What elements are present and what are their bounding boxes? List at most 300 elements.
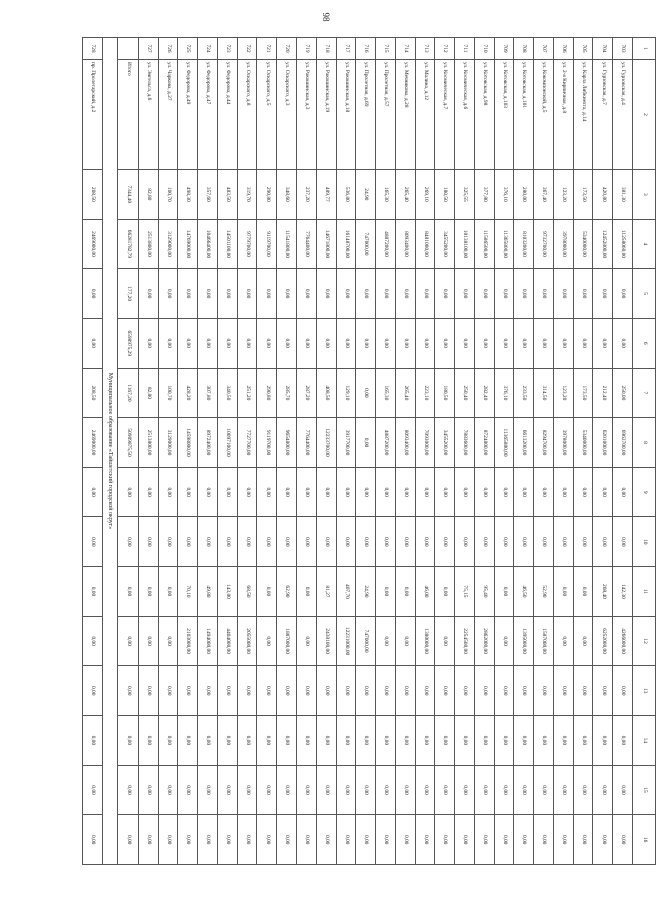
- table-cell: 0,00: [573, 467, 593, 517]
- table-cell: 0,00: [237, 666, 257, 716]
- table-cell: 719: [296, 38, 316, 60]
- table-row: [474, 38, 494, 865]
- table-cell: 250,00: [613, 368, 633, 418]
- table-cell: 24,90: [356, 567, 376, 617]
- table-cell: 0,00: [613, 318, 633, 368]
- table-cell: 0,00: [376, 716, 396, 766]
- table-cell: 4404000,00: [217, 616, 237, 666]
- data-table: [82, 37, 656, 865]
- table-cell: 0,00: [376, 318, 396, 368]
- table-cell: 0,00: [613, 517, 633, 567]
- table-cell: 428,20: [178, 368, 198, 418]
- table-cell: ул. Котовская, д.103: [494, 60, 514, 170]
- table-cell: 62,90: [277, 567, 297, 617]
- table-cell: 0,00: [435, 318, 455, 368]
- table-cell: 3129000,00: [158, 418, 178, 468]
- table-cell: 0,00: [296, 517, 316, 567]
- table-cell: 0,00: [296, 666, 316, 716]
- table-cell: 0,00: [553, 616, 573, 666]
- table-row: [593, 38, 613, 865]
- table-cell: 223,10: [415, 368, 435, 418]
- table-cell: 177,20: [117, 269, 138, 319]
- table-cell: 307,80: [198, 368, 218, 418]
- table-cell: 2513800,00: [138, 418, 158, 468]
- table-cell: 8103200,00: [514, 219, 534, 269]
- table-cell: 68,50: [237, 567, 257, 617]
- table-row: [573, 38, 593, 865]
- table-cell: 0,00: [158, 765, 178, 815]
- table-cell: 2469000,00: [83, 219, 103, 269]
- table-cell: 0,00: [257, 567, 277, 617]
- table-cell: 0,00: [435, 517, 455, 567]
- table-cell: 0,00: [138, 269, 158, 319]
- table-cell: 70,10: [178, 567, 198, 617]
- table-cell: 0,00: [117, 716, 138, 766]
- table-cell: 11541800,00: [277, 219, 297, 269]
- table-cell: 0,00: [534, 269, 554, 319]
- table-cell: 7093000,00: [415, 418, 435, 468]
- table-row: [376, 38, 396, 865]
- table-cell: 0,00: [593, 666, 613, 716]
- table-row: [494, 38, 514, 865]
- table-cell: 0,00: [336, 716, 356, 766]
- table-cell: 0,00: [316, 815, 336, 865]
- table-cell: ул. Ракошинская, д.3: [296, 60, 316, 170]
- table-cell: 709: [494, 38, 514, 60]
- table-cell: 0,00: [178, 467, 198, 517]
- table-cell: 0,00: [356, 418, 376, 468]
- table-row: [455, 38, 475, 865]
- table-cell: 0,00: [257, 666, 277, 716]
- table-cell: 3455200,00: [435, 418, 455, 468]
- table-cell: 0,00: [593, 467, 613, 517]
- table-cell: 0,00: [158, 517, 178, 567]
- table-cell: 0,00: [435, 616, 455, 666]
- table-cell: 0,00: [217, 269, 237, 319]
- table-cell: 0,00: [336, 467, 356, 517]
- table-cell: 0,00: [356, 666, 376, 716]
- table-cell: 489,77: [316, 170, 336, 220]
- table-cell: 0,00: [316, 467, 336, 517]
- table-cell: 287,20: [296, 368, 316, 418]
- table-cell: 0,00: [83, 567, 103, 617]
- table-cell: 2055000,00: [237, 616, 257, 666]
- table-cell: ул. Чаркова, д.27: [158, 60, 178, 170]
- table-cell: 0,00: [573, 815, 593, 865]
- table-cell: 4266000,00: [613, 616, 633, 666]
- table-cell: 0,00: [553, 815, 573, 865]
- table-cell: 0,00: [455, 467, 475, 517]
- column-header: 9: [633, 467, 656, 517]
- table-cell: 0,00: [138, 666, 158, 716]
- table-cell: 0,00: [138, 517, 158, 567]
- table-cell: 0,00: [395, 666, 415, 716]
- table-cell: 0,00: [217, 467, 237, 517]
- table-cell: 0,00: [514, 269, 534, 319]
- table-cell: 725: [178, 38, 198, 60]
- table-cell: 0,00: [296, 765, 316, 815]
- table-cell: 381,30: [613, 170, 633, 220]
- table-cell: 290,80: [257, 368, 277, 418]
- table-cell: 0,00: [277, 269, 297, 319]
- table-cell: 0,00: [474, 765, 494, 815]
- table-cell: 2862000,00: [474, 616, 494, 666]
- table-cell: 0,00: [553, 269, 573, 319]
- table-row: [138, 38, 158, 865]
- table-cell: 0,00: [83, 815, 103, 865]
- table-cell: 0,00: [534, 517, 554, 567]
- table-cell: 9732700,00: [534, 219, 554, 269]
- table-cell: ул. Космическая, д.6: [455, 60, 475, 170]
- table-cell: 265,40: [395, 170, 415, 220]
- table-cell: 269,10: [415, 170, 435, 220]
- table-cell: 0,00: [316, 269, 336, 319]
- table-cell: 6963700,00: [613, 418, 633, 468]
- table-cell: 46,50: [514, 567, 534, 617]
- table-cell: 9779700,00: [237, 219, 257, 269]
- table-cell: 708: [514, 38, 534, 60]
- table-cell: 0,00: [376, 567, 396, 617]
- table-cell: 0,00: [534, 765, 554, 815]
- table-cell: 7764400,00: [296, 418, 316, 468]
- table-cell: 0,00: [613, 716, 633, 766]
- table-row: [83, 38, 103, 865]
- table-cell: 180,50: [435, 170, 455, 220]
- table-cell: 7727700,00: [237, 418, 257, 468]
- table-cell: 0,00: [198, 666, 218, 716]
- column-header: 6: [633, 318, 656, 368]
- table-cell: 0,00: [316, 517, 336, 567]
- section-title: Муниципальное образование «Тайшетский городской округ»: [102, 38, 117, 865]
- table-cell: 0,00: [455, 318, 475, 368]
- table-cell: 9654800,00: [277, 418, 297, 468]
- table-cell: 0,00: [534, 815, 554, 865]
- table-cell: 714: [395, 38, 415, 60]
- table-cell: 0,00: [376, 467, 396, 517]
- table-cell: 3129000,00: [158, 219, 178, 269]
- table-cell: 0,00: [435, 666, 455, 716]
- table-cell: ул. Оскарского, д.5: [257, 60, 277, 170]
- table-cell: 0,00: [395, 467, 415, 517]
- table-cell: 82,80: [138, 368, 158, 418]
- table-cell: 0,00: [257, 517, 277, 567]
- table-cell: 0,00: [553, 666, 573, 716]
- table-cell: 0,00: [494, 467, 514, 517]
- table-cell: 2103000,00: [178, 616, 198, 666]
- table-cell: 0,00: [178, 318, 198, 368]
- table-cell: 704: [593, 38, 613, 60]
- table-cell: 208,50: [83, 170, 103, 220]
- table-cell: 726: [158, 38, 178, 60]
- table-cell: [117, 38, 138, 60]
- table-cell: 0,00: [395, 616, 415, 666]
- table-cell: 0,00: [593, 716, 613, 766]
- table-cell: 0,00: [117, 666, 138, 716]
- table-cell: 0,00: [237, 517, 257, 567]
- table-cell: 0,00: [257, 616, 277, 666]
- table-cell: 0,00: [316, 666, 336, 716]
- table-cell: 0,00: [534, 467, 554, 517]
- table-cell: 0,00: [158, 269, 178, 319]
- table-cell: 1494000,00: [198, 616, 218, 666]
- table-cell: 14598000,00: [178, 418, 198, 468]
- table-cell: 0,00: [573, 716, 593, 766]
- table-cell: 0,00: [158, 815, 178, 865]
- table-cell: пр. Пролетарский, д.2: [83, 60, 103, 170]
- table-cell: 0,00: [138, 567, 158, 617]
- table-cell: 1167,20: [117, 368, 138, 418]
- table-cell: 81,27: [316, 567, 336, 617]
- table-cell: 0,00: [138, 318, 158, 368]
- table-cell: 0,00: [217, 517, 237, 567]
- table-cell: 82,80: [138, 170, 158, 220]
- table-cell: ул. Федорова, д.49: [178, 60, 198, 170]
- table-cell: 123,20: [553, 170, 573, 220]
- table-cell: ул. Оскарского, д.8: [237, 60, 257, 170]
- column-header: 5: [633, 269, 656, 319]
- table-cell: 0,00: [237, 716, 257, 766]
- table-cell: 123,20: [553, 368, 573, 418]
- table-cell: 0,00: [356, 467, 376, 517]
- table-cell: 0,00: [514, 815, 534, 865]
- table-cell: 0,00: [376, 815, 396, 865]
- table-cell: 173,50: [573, 368, 593, 418]
- table-cell: 0,00: [277, 716, 297, 766]
- table-cell: 0,00: [198, 815, 218, 865]
- table-row: [336, 38, 356, 865]
- table-row: [514, 38, 534, 865]
- table-cell: 720: [277, 38, 297, 60]
- table-cell: 724: [198, 38, 218, 60]
- table-cell: 0,00: [534, 716, 554, 766]
- table-cell: 0,00: [257, 716, 277, 766]
- table-cell: 0,00: [494, 666, 514, 716]
- table-cell: 11365800,00: [494, 219, 514, 269]
- table-cell: 0,00: [534, 318, 554, 368]
- table-cell: 747000,00: [356, 219, 376, 269]
- table-cell: 52,90: [534, 567, 554, 617]
- table-cell: 280,00: [514, 170, 534, 220]
- table-cell: 208,40: [593, 567, 613, 617]
- table-cell: 0,00: [138, 815, 158, 865]
- table-cell: ул. Ракошинская, д.18: [336, 60, 356, 170]
- table-cell: 208,50: [83, 368, 103, 418]
- table-cell: 0,00: [296, 269, 316, 319]
- table-cell: 0,00: [217, 815, 237, 865]
- table-cell: 0,00: [514, 765, 534, 815]
- table-cell: 0,00: [178, 716, 198, 766]
- table-cell: 705: [573, 38, 593, 60]
- column-header: 13: [633, 666, 656, 716]
- table-cell: 340,50: [217, 368, 237, 418]
- table-cell: 0,00: [494, 567, 514, 617]
- table-cell: 0,00: [178, 666, 198, 716]
- table-cell: 0,00: [356, 815, 376, 865]
- table-cell: 0,00: [257, 765, 277, 815]
- table-cell: 711: [455, 38, 475, 60]
- table-cell: 0,00: [514, 517, 534, 567]
- table-cell: 8972400,00: [198, 418, 218, 468]
- table-cell: 129,10: [336, 368, 356, 418]
- table-cell: 325,55: [455, 170, 475, 220]
- section-row: [102, 38, 117, 865]
- table-cell: 1380000,00: [415, 616, 435, 666]
- table-cell: 0,00: [474, 815, 494, 865]
- table-cell: ул. 2-я Кирпичная, д.8: [553, 60, 573, 170]
- table-cell: 11258060,00: [613, 219, 633, 269]
- table-cell: 100,70: [158, 368, 178, 418]
- table-cell: 0,00: [336, 318, 356, 368]
- table-cell: 0,00: [138, 716, 158, 766]
- table-cell: 483,50: [217, 170, 237, 220]
- table-cell: 0,00: [356, 765, 376, 815]
- table-cell: 0,00: [593, 815, 613, 865]
- table-cell: 0,00: [376, 616, 396, 666]
- table-cell: 0,00: [277, 318, 297, 368]
- table-cell: 14769000,00: [178, 219, 198, 269]
- table-cell: 0,00: [117, 517, 138, 567]
- column-header: 3: [633, 170, 656, 220]
- table-cell: 0,00: [474, 467, 494, 517]
- table-cell: 0,00: [455, 765, 475, 815]
- table-row: [415, 38, 435, 865]
- table-cell: 0,00: [494, 517, 514, 567]
- table-cell: 0,00: [415, 318, 435, 368]
- page-number: 98: [321, 12, 331, 22]
- table-cell: 0,00: [117, 815, 138, 865]
- column-header: 1: [633, 38, 656, 60]
- table-cell: 0,00: [593, 269, 613, 319]
- table-cell: 713: [415, 38, 435, 60]
- table-cell: 6201000,00: [593, 418, 613, 468]
- table-cell: 0,00: [83, 616, 103, 666]
- table-cell: 0,00: [117, 765, 138, 815]
- table-cell: 0,00: [158, 318, 178, 368]
- table-cell: 0,00: [198, 517, 218, 567]
- table-cell: 237,20: [296, 170, 316, 220]
- table-cell: ул. Федорова, д.44: [217, 60, 237, 170]
- table-cell: 0,00: [415, 815, 435, 865]
- table-cell: 0,00: [237, 318, 257, 368]
- table-cell: 0,00: [237, 467, 257, 517]
- table-cell: 348,60: [277, 170, 297, 220]
- table-cell: 0,00: [613, 815, 633, 865]
- table-cell: 14671800,00: [316, 219, 336, 269]
- table-cell: 0,00: [336, 517, 356, 567]
- table-cell: ул. Ракошинская, д.19: [316, 60, 336, 170]
- table-cell: 377,80: [474, 170, 494, 220]
- table-cell: 5340000,00: [573, 219, 593, 269]
- table-cell: 0,00: [296, 616, 316, 666]
- table-cell: 0,00: [395, 269, 415, 319]
- table-cell: 11365800,00: [494, 418, 514, 468]
- table-cell: 0,00: [178, 269, 198, 319]
- table-cell: 0,00: [217, 765, 237, 815]
- column-header: 14: [633, 716, 656, 766]
- table-cell: 165,30: [376, 368, 396, 418]
- table-cell: 0,00: [494, 765, 514, 815]
- table-cell: 0,00: [277, 517, 297, 567]
- table-cell: 0,00: [415, 467, 435, 517]
- table-cell: 46,00: [415, 567, 435, 617]
- table-cell: 319,70: [237, 170, 257, 220]
- table-cell: 0,00: [217, 666, 237, 716]
- table-cell: 7764400,00: [296, 219, 316, 269]
- table-cell: 0,00: [395, 765, 415, 815]
- table-cell: 0,00: [455, 517, 475, 567]
- table-cell: 0,00: [494, 269, 514, 319]
- table-cell: 4887200,00: [376, 418, 396, 468]
- table-cell: 12233700,00: [316, 418, 336, 468]
- table-cell: 0,00: [494, 318, 514, 368]
- table-cell: 0,00: [573, 765, 593, 815]
- table-cell: 0,00: [514, 666, 534, 716]
- table-cell: 0,00: [455, 269, 475, 319]
- table-cell: 2513800,00: [138, 219, 158, 269]
- table-row: [435, 38, 455, 865]
- table-cell: 0,00: [296, 567, 316, 617]
- table-cell: 265,40: [395, 368, 415, 418]
- table-cell: 707: [534, 38, 554, 60]
- table-cell: 0,00: [356, 716, 376, 766]
- table-cell: 0,00: [198, 269, 218, 319]
- table-cell: 0,00: [316, 765, 336, 815]
- table-cell: 10097100,00: [217, 418, 237, 468]
- table-cell: 0,00: [217, 318, 237, 368]
- table-cell: 0,00: [494, 716, 514, 766]
- table-cell: 0,00: [474, 269, 494, 319]
- table-cell: 0,00: [277, 666, 297, 716]
- table-cell: 0,00: [573, 269, 593, 319]
- table-cell: 95,40: [474, 567, 494, 617]
- table-cell: 0,00: [277, 467, 297, 517]
- table-cell: 6598975,29: [117, 318, 138, 368]
- table-cell: ул. Энгельса, д.6: [138, 60, 158, 170]
- table-cell: 408,50: [316, 368, 336, 418]
- table-cell: 0,00: [435, 269, 455, 319]
- table-cell: 11586500,00: [474, 219, 494, 269]
- table-row: [534, 38, 554, 865]
- column-header: 11: [633, 567, 656, 617]
- table-cell: 282,40: [474, 368, 494, 418]
- column-header: 10: [633, 517, 656, 567]
- table-cell: 0,00: [178, 517, 198, 567]
- table-cell: 0,00: [395, 716, 415, 766]
- table-cell: ул. Пролетная, д.57: [376, 60, 396, 170]
- table-cell: 0,00: [217, 716, 237, 766]
- table-cell: 233,50: [514, 368, 534, 418]
- table-cell: 1395000,00: [514, 616, 534, 666]
- table-cell: 8093400,00: [395, 219, 415, 269]
- table-cell: 0,00: [553, 517, 573, 567]
- table-cell: 0,00: [573, 666, 593, 716]
- table-cell: 0,00: [138, 467, 158, 517]
- table-cell: 0,00: [613, 467, 633, 517]
- total-row: [117, 38, 138, 865]
- table-cell: 710: [474, 38, 494, 60]
- table-cell: 10466400,00: [198, 219, 218, 269]
- table-cell: 0,00: [593, 318, 613, 368]
- table-cell: 0,00: [83, 517, 103, 567]
- table-cell: 0,00: [257, 467, 277, 517]
- table-cell: 0,00: [257, 269, 277, 319]
- table-cell: 0,00: [514, 318, 534, 368]
- table-cell: 0,00: [573, 616, 593, 666]
- table-cell: 66281782,79: [117, 219, 138, 269]
- table-cell: 0,00: [316, 716, 336, 766]
- table-cell: 8481000,00: [415, 219, 435, 269]
- table-cell: 5340000,00: [573, 418, 593, 468]
